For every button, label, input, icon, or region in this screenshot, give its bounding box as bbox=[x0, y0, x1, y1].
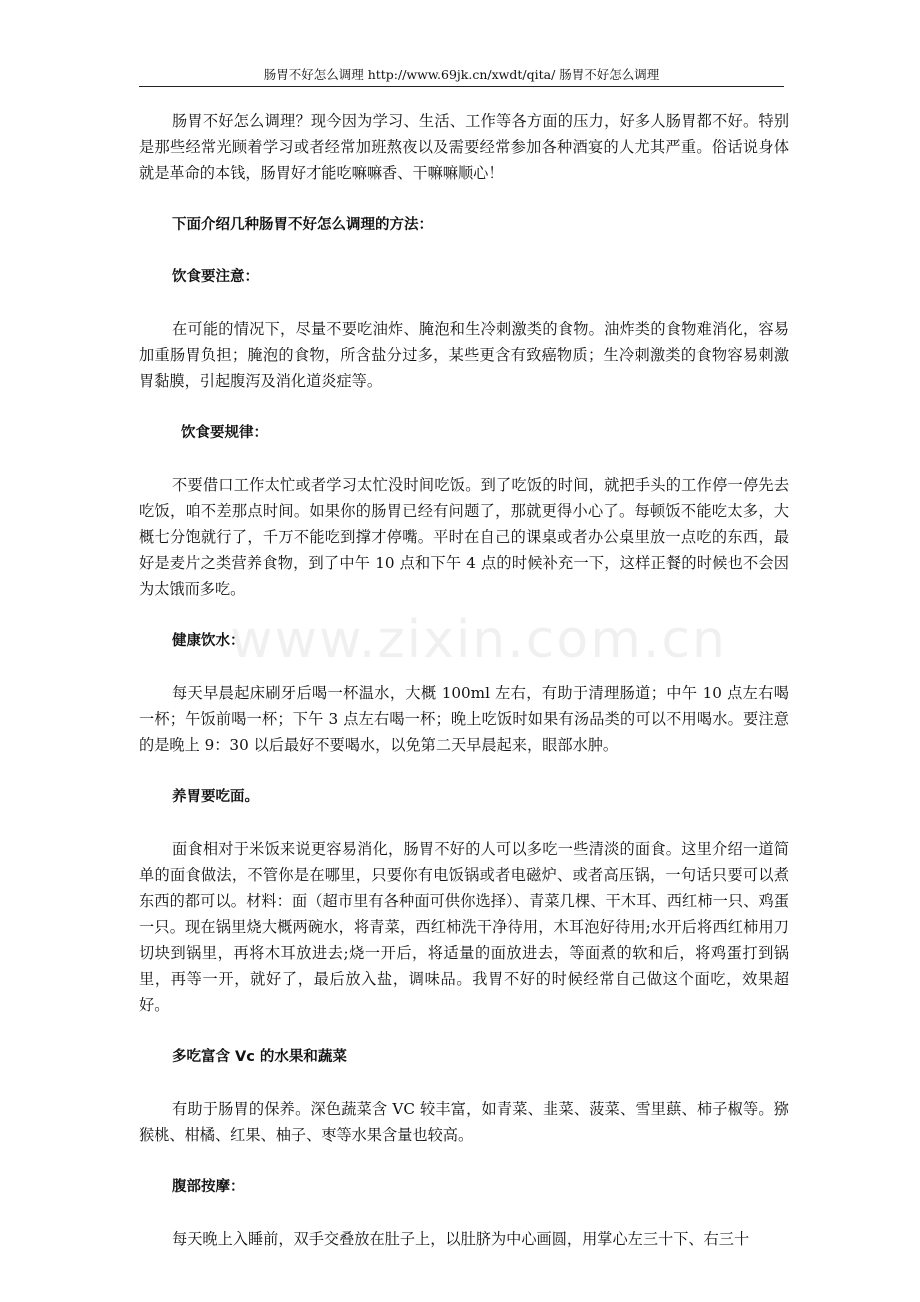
section-body-diet-attention: 在可能的情况下，尽量不要吃油炸、腌泡和生冷刺激类的食物。油炸类的食物难消化，容易加重肠胃负担；腌泡的食物，所含盐分过多，某些更含有致癌物质；生冷刺激类的食物容易刺激胃黏膜，引起腹泻及消化道炎症等。 bbox=[139, 320, 789, 390]
section-body-diet-regular: 不要借口工作太忙或者学习太忙没时间吃饭。到了吃饭的时间，就把手头的工作停一停先去吃饭，咱不差那点时间。如果你的肠胃已经有问题了，那就更得小心了。每顿饭不能吃太多，大概七分饱就行了，千万不能吃到撑才停嘴。平时在自己的课桌或者办公桌里放一点吃的东西，最好是麦片之类营养食物，到了中午 10 点和下午 4 点的时候补充一下，这样正餐的时候也不会因为太饿而多吃。 bbox=[139, 476, 789, 598]
section-heading-diet-attention: 饮食要注意： bbox=[172, 269, 259, 285]
article-body bbox=[139, 108, 789, 1252]
section-body-water: 每天早晨起床刷牙后喝一杯温水，大概 100ml 左右，有助于清理肠道；中午 10 点左右喝一杯；午饭前喝一杯；下午 3 点左右喝一杯；晚上吃饭时如果有汤品类的可以不用喝水。要注意的是晚上 9：30 以后最好不要喝水，以免第二天早晨起来，眼部水肿。 bbox=[139, 684, 789, 754]
section-heading-water: 健康饮水： bbox=[172, 633, 245, 649]
section-body-noodles: 面食相对于米饭来说更容易消化，肠胃不好的人可以多吃一些清淡的面食。这里介绍一道简单的面食做法，不管你是在哪里，只要你有电饭锅或者电磁炉、或者高压锅，一句话只要可以煮东西的都可以。材料：面（超市里有各种面可供你选择）、青菜几棵、干木耳、西红柿一只、鸡蛋一只。现在锅里烧大概两碗水，将青菜，西红柿洗干净待用，木耳泡好待用;水开后将西红柿用刀切块到锅里，再将木耳放进去;烧一开后，将适量的面放进去，等面煮的软和后，将鸡蛋打到锅里，再等一开，就好了，最后放入盐，调味品。我胃不好的时候经常自己做这个面吃，效果超好。 bbox=[139, 840, 789, 1014]
section-body-vitamin-c: 有助于肠胃的保养。深色蔬菜含 VC 较丰富，如青菜、韭菜、菠菜、雪里蕻、柿子椒等。猕猴桃、柑橘、红果、柚子、枣等水果含量也较高。 bbox=[139, 1100, 789, 1144]
watermark: www.zixin.com.cn bbox=[230, 610, 727, 670]
page-header bbox=[139, 66, 784, 87]
intro-paragraph: 肠胃不好怎么调理？现今因为学习、生活、工作等各方面的压力，好多人肠胃都不好。特别是那些经常光顾着学习或者经常加班熬夜以及需要经常参加各种酒宴的人尤其严重。俗话说身体就是革命的本钱，肠胃好才能吃嘛嘛香、干嘛嘛顺心！ bbox=[139, 112, 789, 182]
methods-heading: 下面介绍几种肠胃不好怎么调理的方法： bbox=[172, 217, 433, 233]
section-body-massage: 每天晚上入睡前，双手交叠放在肚子上，以肚脐为中心画圆，用掌心左三十下、右三十 bbox=[172, 1230, 750, 1248]
header-text: 肠胃不好怎么调理 http://www.69jk.cn/xwdt/qita/ 肠胃不好怎么调理 bbox=[263, 67, 660, 82]
section-heading-massage: 腹部按摩： bbox=[172, 1179, 245, 1195]
section-heading-noodles: 养胃要吃面。 bbox=[172, 789, 259, 805]
section-heading-diet-regular: 饮食要规律： bbox=[181, 425, 268, 441]
section-heading-vitamin-c: 多吃富含 Vc 的水果和蔬菜 bbox=[172, 1049, 347, 1065]
